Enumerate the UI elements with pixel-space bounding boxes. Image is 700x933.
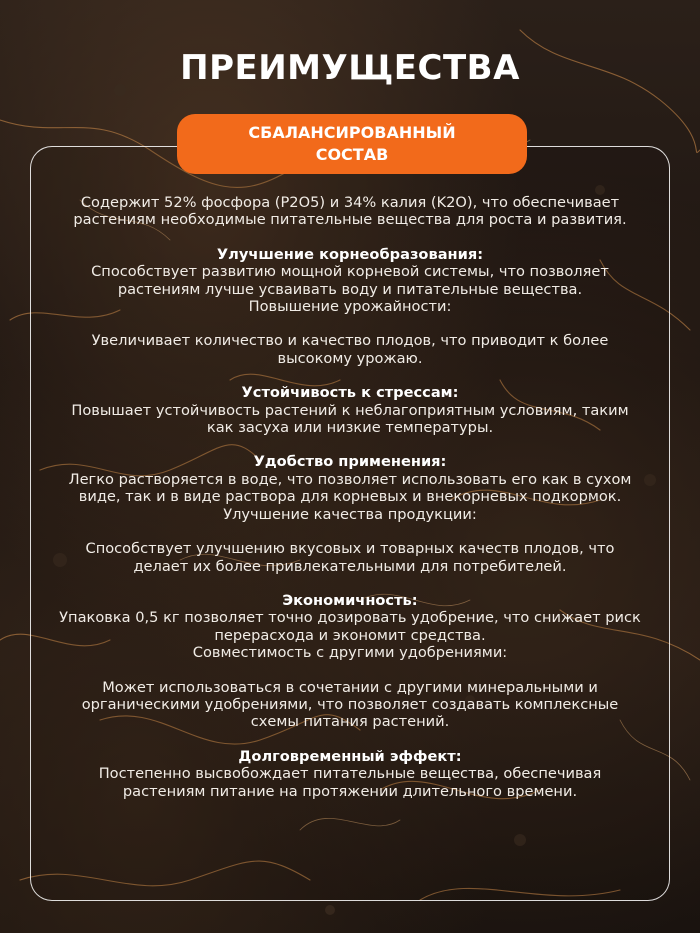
text-economy: Упаковка 0,5 кг позволяет точно дозировать удобрение, что снижает риск перерасхода и экономит средства. [59,609,641,644]
heading-economy: Экономичность: [282,591,418,609]
text-compat: Может использоваться в сочетании с другими минеральными и органическими удобрениями, что позволяет создавать комплексные схемы питания растений. [81,678,619,731]
section-badge [177,114,527,174]
heading-compat: Совместимость с другими удобрениями: [192,644,508,662]
page-title: ПРЕИМУЩЕСТВА [180,48,520,88]
heading-quality: Улучшение качества продукции: [223,505,477,523]
text-stress: Повышает устойчивость растений к неблагоприятным условиям, таким как засуха или низкие температуры. [71,401,629,437]
benefits-text [58,194,642,800]
heading-yield: Повышение урожайности: [248,298,452,316]
text-roots: Способствует развитию мощной корневой системы, что позволяет растениям лучше усваивать воду и питательные вещества. [91,263,609,298]
heading-stress: Устойчивость к стрессам: [241,384,459,402]
intro-text: Содержит 52% фосфора (P2O5) и 34% калия (K2O), что обеспечивает растениям необходимые питательные вещества для роста и развития. [73,194,627,229]
text-yield: Увеличивает количество и качество плодов, что приводит к более высокому урожаю. [91,332,609,367]
heading-longterm: Долговременный эффект: [238,747,462,765]
badge-label: СБАЛАНСИРОВАННЫЙ СОСТАВ [248,123,456,164]
text-quality: Способствует улучшению вкусовых и товарных качеств плодов, что делает их более привлекательными для потребителей. [85,540,615,575]
heading-roots: Улучшение корнеобразования: [216,245,484,263]
text-longterm: Постепенно высвобождает питательные вещества, обеспечивая растениям питание на протяжении длительного времени. [98,765,602,800]
heading-ease: Удобство применения: [253,453,447,471]
text-ease: Легко растворяется в воде, что позволяет использовать его как в сухом виде, так и в виде раствора для корневых и внекорневых подкормок. [68,470,632,506]
